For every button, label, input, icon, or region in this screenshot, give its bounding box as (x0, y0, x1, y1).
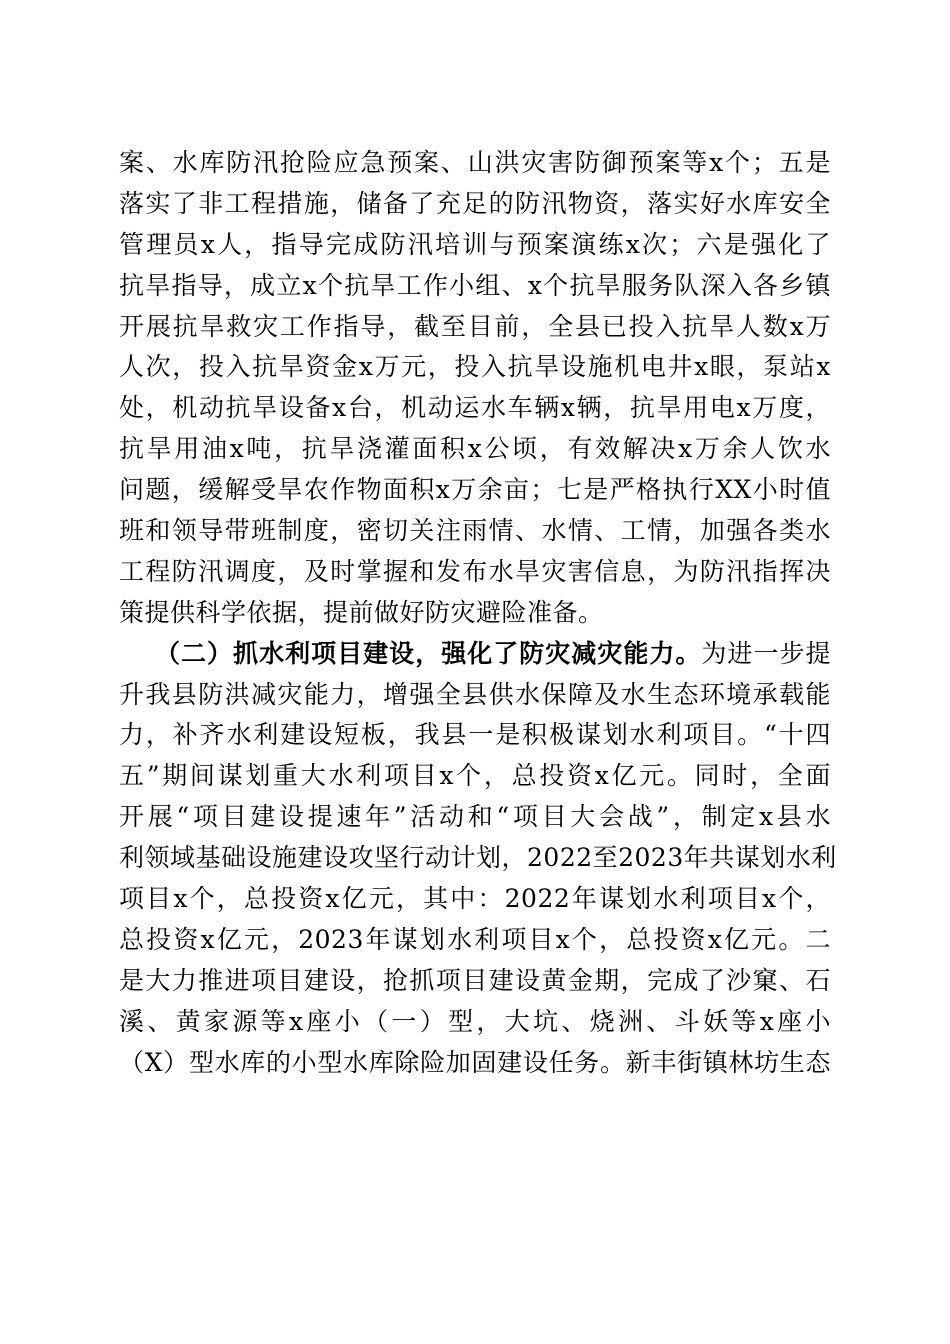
text-line: 项目x个，总投资x亿元，其中：2022年谋划水利项目x个， (119, 884, 831, 914)
text-line: 落实了非工程措施，储备了充足的防汛物资，落实好水库安全 (119, 188, 831, 218)
section-heading-line (119, 634, 831, 675)
text-line: 溪、黄家源等x座小（一）型，大坑、烧洲、斗妖等x座小 (119, 1006, 831, 1036)
text-line: 总投资x亿元，2023年谋划水利项目x个，总投资x亿元。二 (119, 924, 831, 954)
text-line: 策提供科学依据，提前做好防灾避险准备。 (119, 597, 604, 627)
text-line: 力，补齐水利建设短板，我县一是积极谋划水利项目。“十四 (119, 720, 831, 750)
text-line: 抗旱指导，成立x个抗旱工作小组、x个抗旱服务队深入各乡镇 (119, 270, 831, 300)
document-body (119, 143, 837, 1083)
text-line: 是大力推进项目建设，抢抓项目建设黄金期，完成了沙窠、石 (119, 965, 831, 995)
text-line: 问题，缓解受旱农作物面积x万余亩；七是严格执行XX小时值 (119, 475, 831, 505)
section-heading-continuation: 为进一步提 (701, 638, 831, 668)
text-line: 处，机动抗旱设备x台，机动运水车辆x辆，抗旱用电x万度， (119, 393, 831, 423)
text-line: 工程防汛调度，及时掌握和发布水旱灾害信息，为防汛指挥决 (119, 556, 831, 586)
text-line: （X）型水库的小型水库除险加固建设任务。新丰街镇林坊生态 (119, 1047, 831, 1077)
text-line: 人次，投入抗旱资金x万元，投入抗旱设施机电井x眼，泵站x (119, 352, 831, 382)
text-line: 开展“项目建设提速年”活动和“项目大会战”，制定x县水 (119, 802, 831, 832)
text-line: 开展抗旱救灾工作指导，截至目前，全县已投入抗旱人数x万 (119, 311, 831, 341)
text-line: 班和领导带班制度，密切关注雨情、水情、工情，加强各类水 (119, 516, 831, 546)
section-heading: （二）抓水利项目建设，强化了防灾减灾能力。 (155, 638, 702, 668)
text-line: 抗旱用油x吨，抗旱浇灌面积x公顷，有效解决x万余人饮水 (119, 434, 831, 464)
text-line: 案、水库防汛抢险应急预案、山洪灾害防御预案等x个；五是 (119, 148, 831, 177)
text-line: 升我县防洪减灾能力，增强全县供水保障及水生态环境承载能 (119, 679, 831, 709)
text-line: 五”期间谋划重大水利项目x个，总投资x亿元。同时，全面 (119, 761, 831, 791)
text-line: 利领域基础设施建设攻坚行动计划，2022至2023年共谋划水利 (119, 843, 837, 873)
text-line: 管理员x人，指导完成防汛培训与预案演练x次；六是强化了 (119, 229, 831, 259)
